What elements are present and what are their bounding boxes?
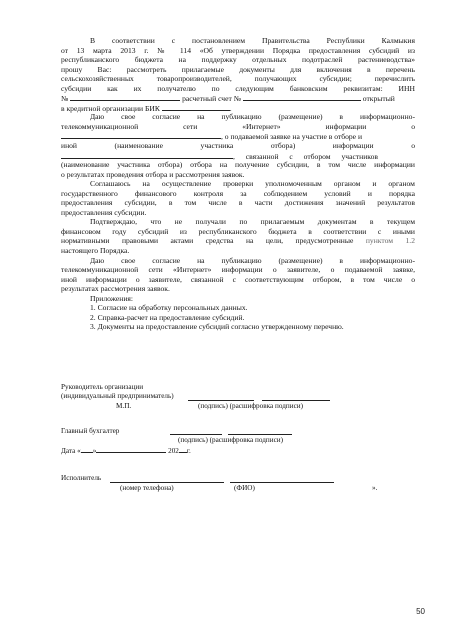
text-line: телекоммуникационной сети «Интернет» информации о заявителе, о подаваемой заявке, xyxy=(61,265,415,275)
executor-name-line[interactable] xyxy=(230,475,334,483)
head-signature-caption: (подпись) (расшифровка подписи) xyxy=(198,402,304,410)
text-line: результатах рассмотрения заявок. xyxy=(61,284,170,294)
account-label: расчетный счет № xyxy=(182,94,241,104)
stamp-label: М.П. xyxy=(116,402,132,410)
text-line: телекоммуникационной сети «Интернет» информации о xyxy=(61,121,415,131)
text-line: Подтверждаю, что не получали по прилагаемым документам в текущем xyxy=(90,217,415,227)
number-sign: № xyxy=(61,94,69,104)
text-line: предоставления субсидии, в том числе в части достижения значений результатов xyxy=(61,198,415,208)
paragraph-consent-publication xyxy=(61,112,415,179)
text-fragment: , связанной с отбором участников xyxy=(233,151,378,161)
text-line: Даю свое согласие на публикацию (размещение) в информационно- xyxy=(90,255,415,265)
accountant-signature-caption: (подпись) (расшифровка подписи) xyxy=(178,436,284,444)
text-line: настоящего Порядка. xyxy=(61,246,130,256)
text-line: субсидии как их получателю по следующим банковским реквизитам: ИНН xyxy=(61,83,415,93)
attachments-list xyxy=(61,294,415,332)
text-line: республиканского бюджета на поддержку отдельных подотраслей растениеводства» xyxy=(61,55,415,65)
text-line xyxy=(61,151,415,161)
executor-phone-line[interactable] xyxy=(110,475,224,483)
attachment-item: 3. Документы на предоставление субсидий согласно утвержденному перечню. xyxy=(90,322,344,332)
date-year-blank[interactable] xyxy=(179,445,187,453)
participant-name-blank-2[interactable] xyxy=(61,151,233,159)
participant-name-blank[interactable] xyxy=(61,131,221,139)
closing-quote: ». xyxy=(372,484,378,492)
text-line: иной (наименование участника отбора) информации о xyxy=(61,141,415,151)
text-line: иной информации о заявителе, связанной с соответствующим отбором, в том числе о xyxy=(61,274,415,284)
clause-link: пунктом 1.2 xyxy=(365,236,415,246)
text-line: о результатах проведения отбора и рассмотрения заявок. xyxy=(61,169,245,179)
paragraph-consent-applicant xyxy=(61,256,415,294)
text-line: Соглашаюсь на осуществление проверки уполномоченным органом и органом xyxy=(90,179,415,189)
bik-blank[interactable] xyxy=(162,103,230,111)
text-fragment: нормативными правовыми актами средства на цели, предусмотренные xyxy=(61,236,354,246)
text-line xyxy=(61,236,415,246)
text-line xyxy=(61,131,415,141)
bik-label: в кредитной организации БИК xyxy=(61,103,160,113)
head-label: Руководитель организации xyxy=(61,383,144,391)
accountant-signature-line[interactable] xyxy=(170,427,222,435)
text-line: В соответствии с постановлением Правительства Республики Калмыкия xyxy=(90,36,415,45)
attachments-heading: Приложения: xyxy=(90,293,133,303)
paragraph-request xyxy=(61,36,415,112)
period: . xyxy=(229,103,232,113)
text-line: предоставления субсидии. xyxy=(61,207,147,217)
text-line xyxy=(61,103,415,113)
head-label-2: (индивидуальный предприниматель) xyxy=(61,392,174,400)
date-month-blank[interactable] xyxy=(96,445,166,453)
year-prefix: 202 xyxy=(168,447,179,455)
year-suffix: г. xyxy=(186,447,191,455)
date-day-blank[interactable] xyxy=(81,445,93,453)
accountant-label: Главный бухгалтер xyxy=(61,427,120,435)
fio-caption: (ФИО) xyxy=(234,484,255,492)
text-line xyxy=(61,93,415,103)
paragraph-confirmation xyxy=(61,217,415,255)
text-line: сельскохозяйственных товаропроизводителей, получающих субсидии; перечислить xyxy=(61,74,415,84)
quote-mark: » xyxy=(92,447,97,455)
text-line: (наименование участника отбора) отбора на получение субсидии, в том числе информации xyxy=(61,160,415,170)
opened-label: открытый xyxy=(362,94,395,104)
date-line xyxy=(61,445,191,456)
accountant-name-line[interactable] xyxy=(228,427,292,435)
phone-caption: (номер телефона) xyxy=(120,484,174,492)
inn-blank[interactable] xyxy=(70,93,180,101)
executor-label: Исполнитель xyxy=(61,474,102,482)
text-line: государственного финансового контроля за соблюдением условий и порядка xyxy=(61,188,415,198)
text-line: прошу Вас: рассмотреть прилагаемые документы для включения в перечень xyxy=(61,64,415,74)
text-line: Даю свое согласие на публикацию (размещение) в информационно- xyxy=(90,112,415,122)
date-label: Дата « xyxy=(61,447,81,455)
text-fragment: , о подаваемой заявке на участие в отборе и xyxy=(221,132,363,142)
text-line: финансовом году субсидий из республиканского бюджета в соответствии с иными xyxy=(61,226,415,236)
head-signature-line[interactable] xyxy=(188,393,254,401)
page-number: 50 xyxy=(416,607,425,616)
head-name-line[interactable] xyxy=(262,393,330,401)
attachment-item: 2. Справка-расчет на предоставление субсидий. xyxy=(90,312,245,322)
paragraph-consent-audit xyxy=(61,179,415,217)
account-blank[interactable] xyxy=(243,93,361,101)
text-line: от 13 марта 2013 г. № 114 «Об утверждении Порядка предоставления субсидий из xyxy=(61,45,415,55)
document-body xyxy=(61,36,415,332)
attachment-item: 1. Согласие на обработку персональных данных. xyxy=(90,303,248,313)
